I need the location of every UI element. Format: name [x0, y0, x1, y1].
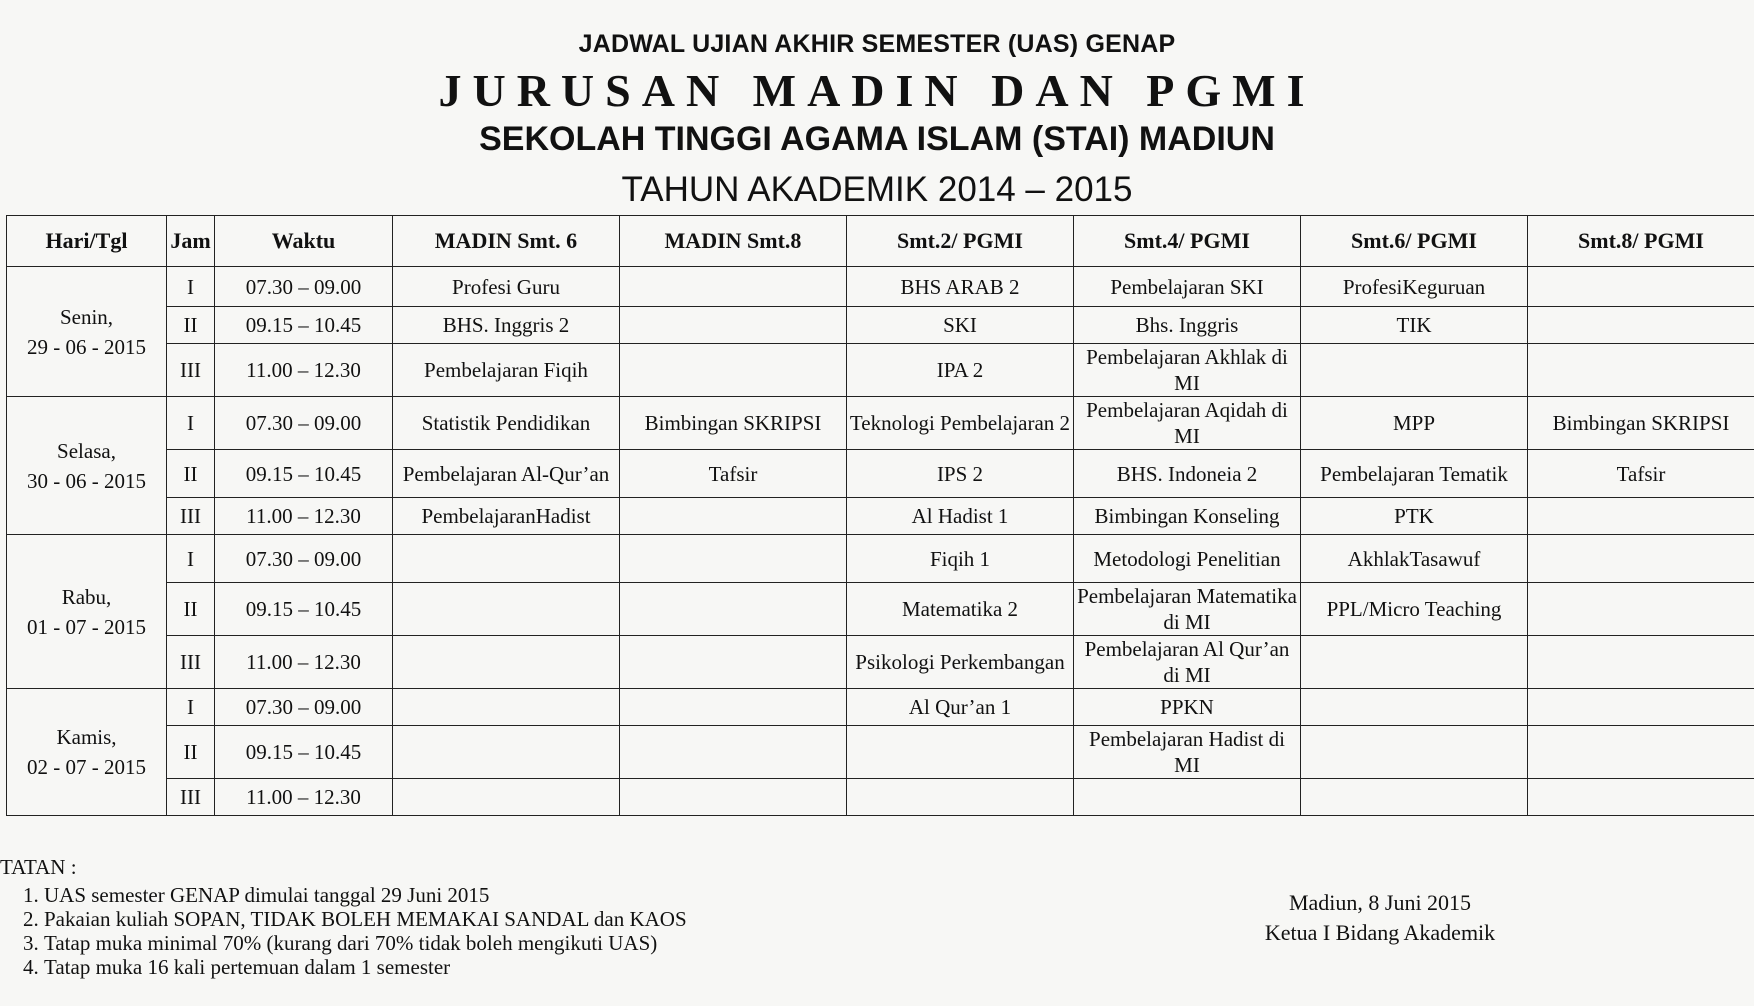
- course-cell: [1301, 344, 1528, 397]
- course-cell: Pembelajaran Akhlak di MI: [1074, 344, 1301, 397]
- course-cell: BHS ARAB 2: [847, 267, 1074, 307]
- course-cell: IPA 2: [847, 344, 1074, 397]
- course-cell: PPKN: [1074, 689, 1301, 726]
- course-cell: Fiqih 1: [847, 535, 1074, 583]
- course-cell: [620, 726, 847, 779]
- column-header: Smt.8/ PGMI: [1528, 216, 1754, 267]
- table-row: [7, 779, 1754, 816]
- notes-section: [0, 855, 687, 979]
- waktu-cell: 11.00 – 12.30: [215, 498, 393, 535]
- waktu-cell: 11.00 – 12.30: [215, 636, 393, 689]
- course-cell: [1301, 689, 1528, 726]
- course-cell: [1528, 307, 1754, 344]
- jam-cell: I: [167, 535, 215, 583]
- course-cell: [1301, 779, 1528, 816]
- waktu-cell: 11.00 – 12.30: [215, 779, 393, 816]
- course-cell: [1528, 689, 1754, 726]
- course-cell: [393, 636, 620, 689]
- day-date: 30 - 06 - 2015: [27, 468, 146, 493]
- course-cell: PTK: [1301, 498, 1528, 535]
- jam-cell: II: [167, 583, 215, 636]
- course-cell: PembelajaranHadist: [393, 498, 620, 535]
- course-cell: [393, 726, 620, 779]
- course-cell: Pembelajaran Al-Qur’an: [393, 450, 620, 498]
- jam-cell: II: [167, 307, 215, 344]
- signature-position: Ketua I Bidang Akademik: [1264, 920, 1496, 945]
- course-cell: [620, 307, 847, 344]
- course-cell: Profesi Guru: [393, 267, 620, 307]
- column-header: MADIN Smt.8: [620, 216, 847, 267]
- column-header: Waktu: [215, 216, 393, 267]
- course-cell: Al Qur’an 1: [847, 689, 1074, 726]
- course-cell: [1528, 726, 1754, 779]
- course-cell: [620, 689, 847, 726]
- day-name: Senin,: [59, 304, 114, 329]
- table-row: [7, 726, 1754, 779]
- waktu-cell: 07.30 – 09.00: [215, 267, 393, 307]
- course-cell: Teknologi Pembelajaran 2: [847, 397, 1074, 450]
- day-cell: [7, 535, 167, 689]
- day-date: 02 - 07 - 2015: [27, 755, 146, 779]
- schedule-table: [6, 215, 1754, 816]
- notes-list: [0, 883, 687, 979]
- course-cell: Bimbingan Konseling: [1074, 498, 1301, 535]
- jam-cell: III: [167, 779, 215, 816]
- header-line-1: JADWAL UJIAN AKHIR SEMESTER (UAS) GENAP: [578, 30, 1176, 58]
- course-cell: [1528, 779, 1754, 816]
- course-cell: [1528, 267, 1754, 307]
- header-line-4: TAHUN AKADEMIK 2014 – 2015: [621, 170, 1133, 209]
- course-cell: BHS. Inggris 2: [393, 307, 620, 344]
- signature-block: [1250, 888, 1510, 948]
- course-cell: [620, 636, 847, 689]
- course-cell: [1528, 636, 1754, 689]
- course-cell: Tafsir: [1528, 450, 1754, 498]
- course-cell: [1301, 636, 1528, 689]
- waktu-cell: 09.15 – 10.45: [215, 450, 393, 498]
- course-cell: AkhlakTasawuf: [1301, 535, 1528, 583]
- course-cell: [847, 726, 1074, 779]
- waktu-cell: 09.15 – 10.45: [215, 583, 393, 636]
- column-header: Smt.4/ PGMI: [1074, 216, 1301, 267]
- table-header-row: [7, 216, 1754, 267]
- course-cell: Al Hadist 1: [847, 498, 1074, 535]
- course-cell: [393, 583, 620, 636]
- table-row: [7, 397, 1754, 450]
- course-cell: [620, 267, 847, 307]
- table-row: [7, 450, 1754, 498]
- day-name: Selasa,: [57, 438, 116, 463]
- course-cell: [393, 689, 620, 726]
- course-cell: [1528, 498, 1754, 535]
- course-cell: [393, 779, 620, 816]
- table-row: [7, 344, 1754, 397]
- header-line-3: SEKOLAH TINGGI AGAMA ISLAM (STAI) MADIUN: [479, 120, 1275, 158]
- course-cell: Pembelajaran Al Qur’an di MI: [1074, 636, 1301, 689]
- jam-cell: III: [167, 344, 215, 397]
- course-cell: [1528, 344, 1754, 397]
- column-header: Smt.6/ PGMI: [1301, 216, 1528, 267]
- course-cell: [393, 535, 620, 583]
- waktu-cell: 09.15 – 10.45: [215, 307, 393, 344]
- column-header: Hari/Tgl: [7, 216, 167, 267]
- note-item: 3. Tatap muka minimal 70% (kurang dari 70% tidak boleh mengikuti UAS): [44, 931, 687, 955]
- course-cell: [620, 344, 847, 397]
- jam-cell: II: [167, 450, 215, 498]
- course-cell: TIK: [1301, 307, 1528, 344]
- course-cell: Pembelajaran Hadist di MI: [1074, 726, 1301, 779]
- table-row: [7, 498, 1754, 535]
- note-item: 4. Tatap muka 16 kali pertemuan dalam 1 semester: [44, 955, 687, 979]
- waktu-cell: 09.15 – 10.45: [215, 726, 393, 779]
- course-cell: Pembelajaran Fiqih: [393, 344, 620, 397]
- course-cell: [620, 498, 847, 535]
- course-cell: Pembelajaran Aqidah di MI: [1074, 397, 1301, 450]
- course-cell: Bimbingan SKRIPSI: [1528, 397, 1754, 450]
- waktu-cell: 07.30 – 09.00: [215, 397, 393, 450]
- jam-cell: III: [167, 636, 215, 689]
- course-cell: Statistik Pendidikan: [393, 397, 620, 450]
- course-cell: Metodologi Penelitian: [1074, 535, 1301, 583]
- course-cell: [1301, 726, 1528, 779]
- course-cell: Bhs. Inggris: [1074, 307, 1301, 344]
- course-cell: [620, 583, 847, 636]
- course-cell: BHS. Indoneia 2: [1074, 450, 1301, 498]
- jam-cell: I: [167, 689, 215, 726]
- column-header: MADIN Smt. 6: [393, 216, 620, 267]
- course-cell: Matematika 2: [847, 583, 1074, 636]
- day-cell: [7, 689, 167, 816]
- waktu-cell: 07.30 – 09.00: [215, 689, 393, 726]
- jam-cell: II: [167, 726, 215, 779]
- course-cell: [1074, 779, 1301, 816]
- waktu-cell: 11.00 – 12.30: [215, 344, 393, 397]
- note-item: 2. Pakaian kuliah SOPAN, TIDAK BOLEH MEMAKAI SANDAL dan KAOS: [44, 907, 687, 931]
- day-date: 29 - 06 - 2015: [27, 334, 146, 359]
- course-cell: ProfesiKeguruan: [1301, 267, 1528, 307]
- header-line-2: JURUSAN MADIN DAN PGMI: [438, 65, 1316, 116]
- course-cell: SKI: [847, 307, 1074, 344]
- table-row: [7, 689, 1754, 726]
- course-cell: [620, 779, 847, 816]
- day-date: 01 - 07 - 2015: [27, 614, 146, 639]
- table-row: [7, 307, 1754, 344]
- course-cell: Pembelajaran SKI: [1074, 267, 1301, 307]
- course-cell: Tafsir: [620, 450, 847, 498]
- jam-cell: I: [167, 267, 215, 307]
- day-cell: [7, 267, 167, 397]
- course-cell: [620, 535, 847, 583]
- course-cell: Psikologi Perkembangan: [847, 636, 1074, 689]
- course-cell: PPL/Micro Teaching: [1301, 583, 1528, 636]
- course-cell: Bimbingan SKRIPSI: [620, 397, 847, 450]
- day-name: Kamis,: [56, 725, 117, 749]
- table-row: [7, 535, 1754, 583]
- table-row: [7, 636, 1754, 689]
- jam-cell: III: [167, 498, 215, 535]
- course-cell: IPS 2: [847, 450, 1074, 498]
- course-cell: [847, 779, 1074, 816]
- table-row: [7, 583, 1754, 636]
- signature-place-date: Madiun, 8 Juni 2015: [1288, 890, 1472, 915]
- note-item: 1. UAS semester GENAP dimulai tanggal 29 Juni 2015: [44, 883, 687, 907]
- notes-title: TATAN :: [0, 855, 77, 879]
- day-cell: [7, 397, 167, 535]
- course-cell: MPP: [1301, 397, 1528, 450]
- table-row: [7, 267, 1754, 307]
- column-header: Jam: [167, 216, 215, 267]
- course-cell: [1528, 583, 1754, 636]
- column-header: Smt.2/ PGMI: [847, 216, 1074, 267]
- jam-cell: I: [167, 397, 215, 450]
- course-cell: Pembelajaran Tematik: [1301, 450, 1528, 498]
- waktu-cell: 07.30 – 09.00: [215, 535, 393, 583]
- day-name: Rabu,: [61, 584, 112, 609]
- course-cell: [1528, 535, 1754, 583]
- course-cell: Pembelajaran Matematika di MI: [1074, 583, 1301, 636]
